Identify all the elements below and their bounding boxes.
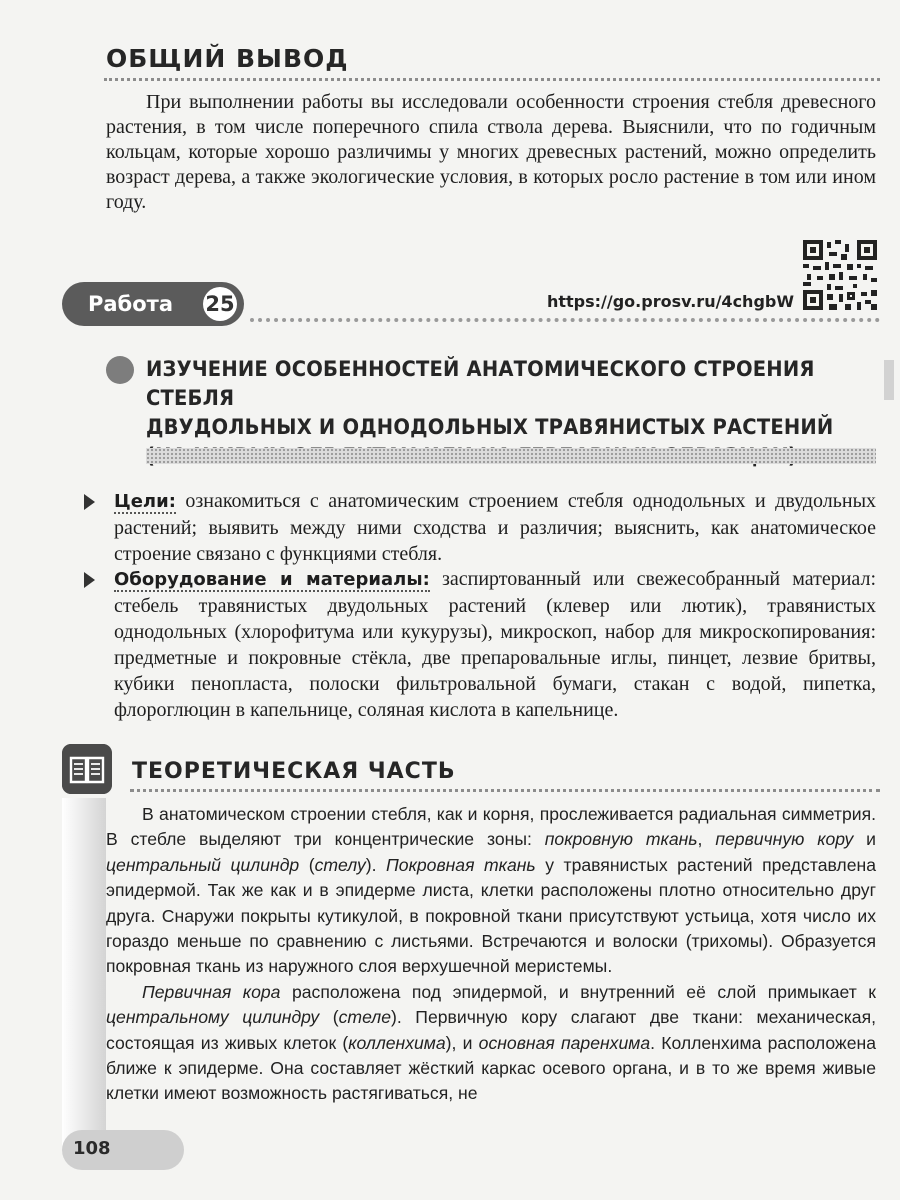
work-title-line-2: ДВУДОЛЬНЫХ И ОДНОДОЛЬНЫХ ТРАВЯНИСТЫХ РАСТЕНИЙ xyxy=(146,415,834,439)
work-title-line-1: ИЗУЧЕНИЕ ОСОБЕННОСТЕЙ АНАТОМИЧЕСКОГО СТРОЕНИЯ СТЕБЛЯ xyxy=(146,357,815,410)
text-run: у травянистых растений представлена эпидермой. Так же как и в эпидерме листа, клетки расположены плотно относительно друг друга. Снаружи покрыты кутикулой, в покровной ткани присутствуют устьица, хотя число их гораздо меньше по сравнению с листьями. Встречаются и волоски (трихомы). Образуется покровная ткань из наружного слоя верхушечной меристемы. xyxy=(106,854,876,977)
term: колленхима xyxy=(348,1032,446,1053)
book-icon xyxy=(62,744,112,794)
theory-paragraph-1 xyxy=(106,802,876,980)
term: стелу xyxy=(314,854,366,875)
text-run: ). xyxy=(365,854,387,875)
text-run: ( xyxy=(319,1007,339,1028)
equipment-label: Оборудование и материалы: xyxy=(114,569,430,590)
summary-heading: ОБЩИЙ ВЫВОД xyxy=(106,44,349,73)
equipment-item xyxy=(86,566,876,723)
theory-side-band xyxy=(62,798,106,1153)
title-bullet xyxy=(106,356,134,384)
qr-code-icon[interactable] xyxy=(803,240,877,310)
text-run: . Колленхима расположена ближе к эпидерме. Она составляет жёсткий каркас осевого органа, и в то же время живые клетки имеют возможность растягиваться, не xyxy=(106,1032,876,1104)
text-run: , xyxy=(697,829,716,850)
theory-heading-rule xyxy=(130,789,880,792)
term: первичную кору xyxy=(715,829,854,850)
title-dotted-bar xyxy=(146,448,876,464)
text-run: ). Первичную кору слагают две ткани: механическая, состоящая из живых клеток ( xyxy=(106,1007,876,1053)
summary-heading-rule xyxy=(104,78,880,81)
work-link[interactable]: https://go.prosv.ru/4chgbW xyxy=(546,292,794,311)
summary-text: При выполнении работы вы исследовали особенности строения стебля древесного растения, в том числе поперечного спила ствола дерева. Выяснили, что по годичным кольцам, которые хорошо различимы у многих древесных растений, можно определить возраст дерева, а также экологические условия, в которых росло растение в том или ином году. xyxy=(106,91,876,213)
term: основная паренхима xyxy=(478,1032,651,1053)
equipment-text: заспиртованный или свежесобранный материал: стебель травянистых двудольных растений (клевер или лютик), травянистых однодольных (хлорофитума или кукурузы), микроскоп, набор для микроскопирования: предметные и покровные стёкла, две препаровальные иглы, пинцет, лезвие бритвы, кубики пенопласта, полоски фильтровальной бумаги, стакан с водой, пипетка, флороглюцин в капельнице, соляная кислота в капельнице. xyxy=(114,568,877,721)
term: Покровная ткань xyxy=(386,854,536,875)
term: центральный цилиндр xyxy=(106,854,300,875)
text-run: и xyxy=(853,829,877,850)
work-number: 25 xyxy=(203,287,237,321)
page-number: 108 xyxy=(73,1138,111,1159)
theory-heading: ТЕОРЕТИЧЕСКАЯ ЧАСТЬ xyxy=(132,759,456,784)
work-label: Работа xyxy=(88,292,173,316)
goals-item xyxy=(86,488,876,567)
text-run: ), и xyxy=(445,1032,479,1053)
term: покровную ткань xyxy=(544,829,698,850)
triangle-bullet-icon xyxy=(84,494,95,510)
text-run: ( xyxy=(299,854,315,875)
goals-label: Цели: xyxy=(114,491,176,512)
text-run: расположена под эпидермой, и внутренний её слой примыкает к xyxy=(280,981,876,1002)
theory-paragraph-2 xyxy=(106,980,876,1107)
theory-text xyxy=(106,802,876,1107)
page-edge-mark xyxy=(884,360,894,400)
goals-text: ознакомиться с анатомическим строением стебля однодольных и двудольных растений; выявить между ними сходства и различия; выяснить, как анатомическое строение связано с функциями стебля. xyxy=(114,490,877,565)
text-run: В анатомическом строении стебля, как и корня, прослеживается радиальная симметрия. В стебле выделяют три концентрические зоны: xyxy=(106,804,876,850)
term: Первичная кора xyxy=(142,981,281,1002)
term: стеле xyxy=(338,1007,391,1028)
term: центральному цилиндру xyxy=(106,1007,320,1028)
work-dotted-rule xyxy=(250,318,880,322)
work-badge xyxy=(62,282,244,326)
triangle-bullet-icon xyxy=(84,572,95,588)
